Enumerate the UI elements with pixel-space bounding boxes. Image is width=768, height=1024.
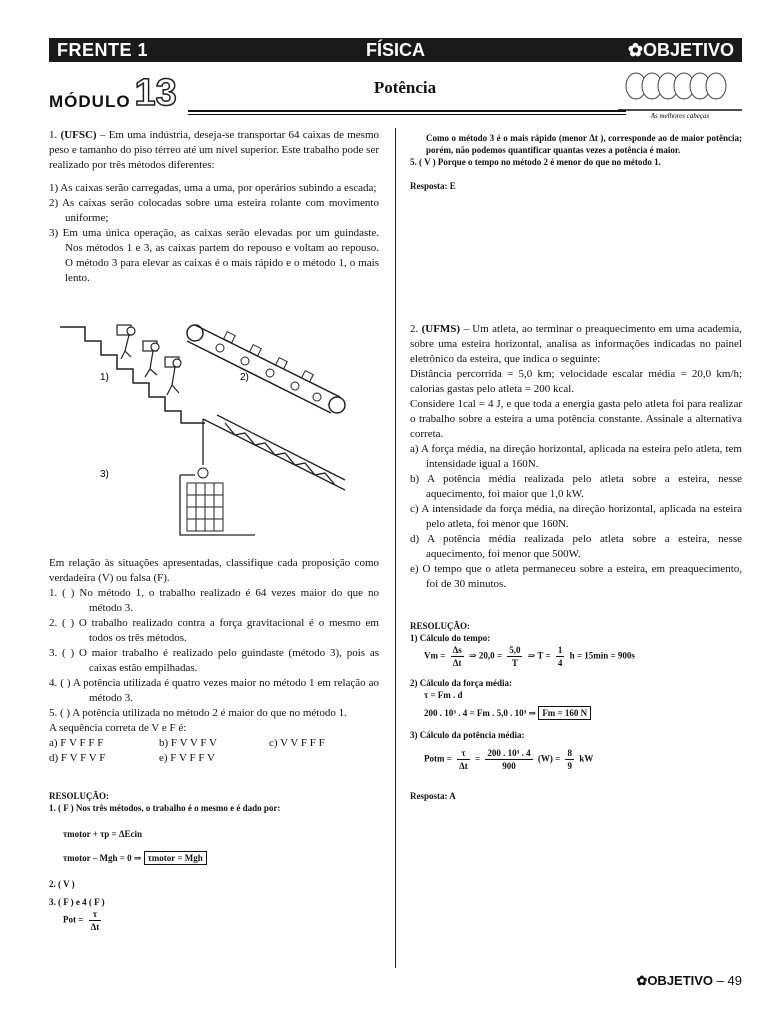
- page-title: Potência: [373, 78, 437, 97]
- section-label: FRENTE 1: [57, 40, 149, 60]
- q2-step1-f3n: 1: [557, 645, 563, 655]
- q2-data-1: Distância percorrida = 5,0 km; velocidade escalar média = 20,0 km/h; calorias gastas pelo atleta = 200 kcal.: [410, 368, 742, 395]
- brand-logo: ✿OBJETIVO: [627, 40, 734, 60]
- q2-step-2: 2) Cálculo da força média:: [410, 678, 512, 688]
- q2-step-1: 1) Cálculo do tempo:: [410, 633, 491, 643]
- q2-step3-f2n: 200 . 10³ . 4: [487, 748, 531, 758]
- q2-step3-eq: =: [475, 753, 481, 764]
- q2-intro: – Um atleta, ao terminar o preaquecimento em uma academia, sobre uma esteira horizontal, analisa as informações indicadas no painel eletrônico da esteira, que indica o seguinte:: [410, 323, 743, 365]
- page-footer: [636, 973, 742, 989]
- q2-step1-f2n: 5,0: [509, 645, 521, 655]
- q2-step3-mid: (W) =: [537, 753, 561, 764]
- q1-res-2: 2. ( V ): [49, 879, 75, 889]
- q1-source: (UFSC): [60, 129, 97, 141]
- q1-cont: Como o método 3 é o mais rápido (menor Δt ), corresponde ao de maior potência; porém, não podemos quantificar quantas vezes a potência é maior.: [426, 133, 742, 155]
- q2-step1-end: h = 15min = 900s: [569, 650, 635, 661]
- q2-step2-eq1: τ = Fm . d: [424, 690, 463, 700]
- q1-resolution-continued: [410, 132, 742, 192]
- q2-step3-lhs: Potm =: [424, 753, 452, 764]
- q2-step3-f3d: 9: [567, 761, 572, 771]
- header-bar: [49, 38, 742, 62]
- q2-option-b: b) A potência média realizada pelo atleta sobre a esteira, nesse aquecimento, foi maior que 1,0 kW.: [410, 473, 742, 500]
- q2-step1-lhs: Vm =: [424, 650, 446, 661]
- q1-option-e: e) F V F F V: [159, 752, 215, 764]
- q1-propositions: [49, 556, 379, 766]
- q1-res-3: 3. ( F ) e 4 ( F ): [49, 897, 105, 907]
- q1-option-c: c) V V F F F: [269, 737, 325, 749]
- q2-step1-f2d: T: [511, 658, 518, 668]
- q1-prompt: Em relação às situações apresentadas, classifique cada proposição como verdadeira (V) ou falsa (F).: [49, 557, 379, 584]
- divider: [188, 114, 626, 115]
- q1-number: 1.: [49, 129, 58, 141]
- q1-resolution-label: RESOLUÇÃO:: [49, 791, 110, 801]
- q1-sequence-prompt: A sequência correta de V e F é:: [49, 722, 187, 734]
- q2-option-e: e) O tempo que o atleta permaneceu sobre a esteira, em preaquecimento, foi de 30 minutos.: [410, 563, 742, 590]
- q2-step1-mid: ⇒ 20,0 =: [469, 650, 502, 661]
- divider: [188, 110, 626, 112]
- footer-brand: ✿OBJETIVO: [636, 973, 714, 988]
- q2-data-2: Considere 1cal = 4 J, e que toda a energia gasta pelo atleta foi para realizar o trabalho sobre a esteira a uma potência constante. Assinale a alternativa correta.: [410, 398, 742, 440]
- fig-label-3: 3): [100, 469, 109, 480]
- q2-step3-f1n: τ: [457, 747, 470, 760]
- q1-pot-num: τ: [89, 908, 102, 921]
- q1-resolution: [49, 790, 379, 933]
- module-label: MÓDULO: [49, 92, 131, 111]
- q1-pot-lhs: Pot =: [63, 914, 84, 925]
- fig-label-2: 2): [240, 372, 249, 383]
- subject-label: FÍSICA: [365, 40, 425, 60]
- q1-option-a: a) F V F F F: [49, 737, 104, 749]
- q1-method-3: 3) Em uma única operação, as caixas serão elevadas por um guindaste. Nos métodos 1 e 3, as caixas partem do repouso e voltam ao repouso. O método 3 para elevar as caixas é o mais rápido e o método 1, o mais lento.: [49, 227, 379, 284]
- module-heading: [49, 74, 177, 112]
- tagline: As melhores cabeças: [650, 112, 710, 120]
- q1-option-b: b) F V V F V: [159, 737, 217, 749]
- q2-step3-f3n: 8: [567, 748, 572, 758]
- q1-res-5: 5. ( V ) Porque o tempo no método 2 é menor do que no método 1.: [410, 157, 661, 167]
- question-1: [49, 128, 379, 286]
- heads-logo: [618, 64, 742, 120]
- methods-figure: [55, 315, 375, 545]
- q2-resolution-label: RESOLUÇÃO:: [410, 621, 471, 631]
- q1-option-d: d) F V F V F: [49, 752, 106, 764]
- q1-prop-2: 2. ( ) O trabalho realizado contra a força gravitacional é o mesmo em todos os três métodos.: [49, 617, 379, 644]
- q1-prop-4: 4. ( ) A potência utilizada é quatro vezes maior no método 1 em relação ao método 3.: [49, 677, 379, 704]
- q2-step1-f1d: Δt: [452, 658, 462, 668]
- q2-step-3: 3) Cálculo da potência média:: [410, 730, 525, 740]
- q1-prop-1: 1. ( ) No método 1, o trabalho realizado é 64 vezes maior do que no método 3.: [49, 587, 379, 614]
- column-divider: [395, 128, 396, 968]
- q2-step1-f3d: 4: [557, 658, 563, 668]
- q2-step3-unit: kW: [579, 753, 594, 764]
- q1-intro: – Em uma indústria, deseja-se transportar 64 caixas de mesmo peso e tamanho do piso térreo até um nível superior. Este trabalho pode ser realizado por três métodos diferentes:: [49, 129, 380, 171]
- q2-step1-mid2: ⇒ T =: [527, 650, 551, 661]
- q2-step3-f1d: Δt: [459, 761, 468, 771]
- q2-option-c: c) A intensidade da força média, na direção horizontal, aplicada na esteira pelo atleta, foi menor que 160N.: [410, 503, 742, 530]
- page-number: – 49: [716, 973, 742, 988]
- q1-answer: Resposta: E: [410, 181, 456, 191]
- q2-source: (UFMS): [421, 323, 461, 335]
- q1-pot-den: Δt: [90, 922, 100, 932]
- q1-eq-1: τmotor + τp = ΔEcin: [63, 829, 143, 839]
- module-number: 13: [134, 72, 177, 114]
- q2-number: 2.: [410, 323, 419, 335]
- fig-label-1: 1): [100, 372, 109, 383]
- q1-prop-5: 5. ( ) A potência utilizada no método 2 é maior do que no método 1.: [49, 707, 347, 719]
- q2-option-d: d) A potência média realizada pelo atleta sobre a esteira, nesse aquecimento, foi menor que 500W.: [410, 533, 742, 560]
- q1-prop-3: 3. ( ) O maior trabalho é realizado pelo guindaste (método 3), pois as caixas estão empilhadas.: [49, 647, 379, 674]
- q2-option-a: a) A força média, na direção horizontal, aplicada na esteira pelo atleta, tem intensidade igual a 160N.: [410, 443, 742, 470]
- q2-step1-f1n: Δs: [452, 645, 462, 655]
- q2-answer: Resposta: A: [410, 791, 456, 801]
- q1-eq-2-result: τmotor = Mgh: [144, 851, 207, 865]
- q2-step2-box: Fm = 160 N: [538, 706, 591, 720]
- q1-res-1: 1. ( F ) Nos três métodos, o trabalho é o mesmo e é dado por:: [49, 803, 281, 813]
- q2-step2-eq2: 200 . 10³ . 4 = Fm . 5,0 . 10³ ⇒: [424, 708, 537, 718]
- q2-step3-f2d: 900: [502, 761, 516, 771]
- q2-resolution: [410, 620, 742, 802]
- q1-method-1: 1) As caixas serão carregadas, uma a uma, por operários subindo a escada;: [49, 182, 377, 194]
- question-2: [410, 322, 742, 592]
- q1-method-2: 2) As caixas serão colocadas sobre uma esteira rolante com movimento uniforme;: [49, 197, 379, 224]
- q1-eq-2: τmotor – Mgh = 0 ⇒: [63, 853, 142, 863]
